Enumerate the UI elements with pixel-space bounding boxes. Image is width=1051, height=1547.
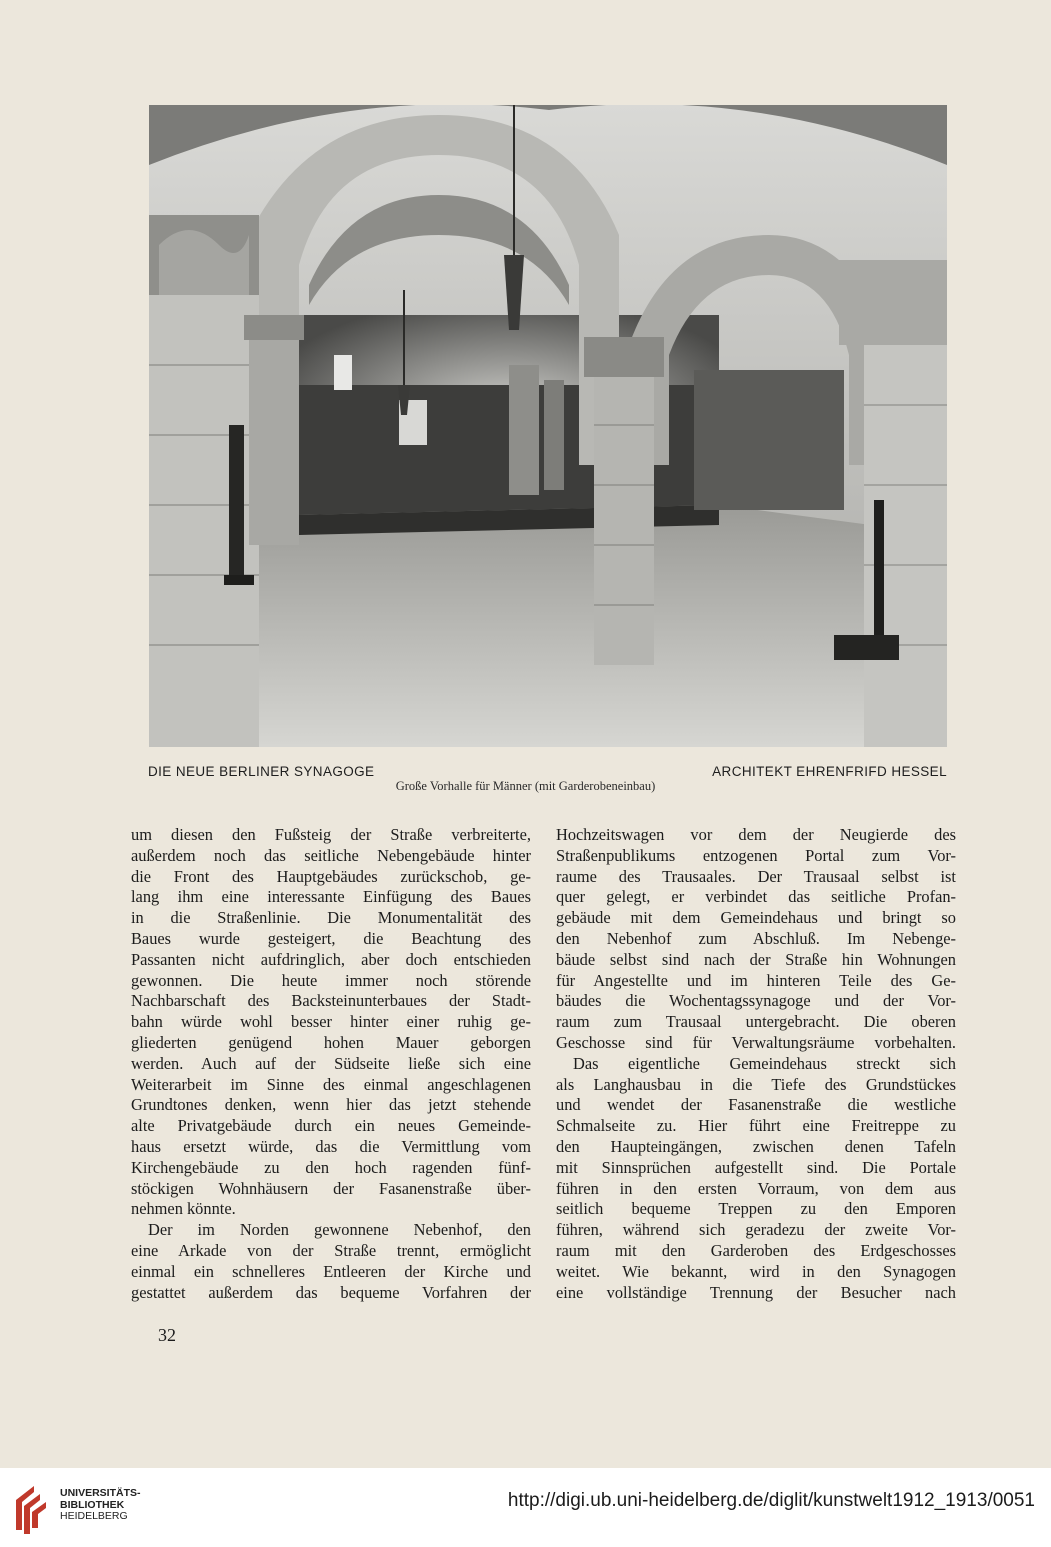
library-name-line: HEIDELBERG <box>60 1510 128 1522</box>
text-line: einmal ein schnelleres Entleeren der Kirche und <box>131 1261 531 1281</box>
text-line: quer gelegt, er verbindet das seitliche Profan- <box>556 887 956 907</box>
text-line: raum mit den Garderoben des Erdgeschosses <box>556 1240 956 1260</box>
text-line: eine Arkade von der Straße trennt, ermöglicht <box>131 1240 531 1260</box>
text-line: in die Straßenlinie. Die Monumentalität des <box>131 908 531 928</box>
text-line: den Nebenhof zum Abschluß. Im Nebenge- <box>556 928 956 948</box>
text-line: seitlich bequeme Treppen zu den Emporen <box>556 1199 956 1219</box>
viewer-footer <box>0 1468 1051 1547</box>
caption-title: DIE NEUE BERLINER SYNAGOGE <box>148 764 375 779</box>
text-line: werden. Auch auf der Südseite ließe sich eine <box>131 1053 531 1073</box>
synagogue-hall-photo <box>149 105 947 747</box>
caption-architect: ARCHITEKT EHRENFRIFD HESSEL <box>712 764 947 779</box>
text-line: außerdem noch das seitliche Nebengebäude hinter <box>131 845 531 865</box>
text-line: Der im Norden gewonnene Nebenhof, den <box>148 1220 531 1240</box>
text-line: raum zum Trausaal untergebracht. Die oberen <box>556 1012 956 1032</box>
text-line: für Angestellte und im hinteren Teile des Ge- <box>556 970 956 990</box>
text-line: eine vollständige Trennung der Besucher nach <box>556 1282 956 1302</box>
text-line: den Haupteingängen, zwischen denen Tafeln <box>556 1136 956 1156</box>
library-name-line: BIBLIOTHEK <box>60 1498 125 1511</box>
library-name <box>60 1488 141 1523</box>
text-line: Grundtones denken, wenn hier das jetzt stehende <box>131 1095 531 1115</box>
text-column-right <box>556 825 956 1303</box>
text-column-left <box>131 825 531 1303</box>
text-line: nehmen könnte. <box>131 1199 236 1219</box>
library-logo-icon <box>12 1478 48 1536</box>
text-line: Kirchengebäude zu den hoch ragenden fünf- <box>131 1157 531 1177</box>
text-line: als Langhausbau in die Tiefe des Grundstückes <box>556 1074 956 1094</box>
text-line: alte Privatgebäude durch ein neues Gemeinde- <box>131 1116 531 1136</box>
text-line: mit Sinnsprüchen aufgestellt sind. Die Portale <box>556 1157 956 1177</box>
source-url-link[interactable]: http://digi.ub.uni-heidelberg.de/diglit/kunstwelt1912_1913/0051 <box>507 1490 1035 1511</box>
text-line: bäude selbst sind nach der Straße hin Wohnungen <box>556 949 956 969</box>
text-line: weitet. Wie bekannt, wird in den Synagogen <box>556 1261 956 1281</box>
text-line: gliederten genügend hohen Mauer geborgen <box>131 1032 531 1052</box>
text-line: die Front des Hauptgebäudes zurückschob, ge- <box>131 866 531 886</box>
text-line: Hochzeitswagen vor dem der Neugierde des <box>556 825 956 844</box>
text-line: und wendet der Fasanenstraße die westliche <box>556 1095 956 1115</box>
text-line: um diesen den Fußsteig der Straße verbreiterte, <box>131 825 531 844</box>
text-line: Das eigentliche Gemeindehaus streckt sich <box>573 1053 956 1073</box>
text-line: Schmalseite zu. Hier führt eine Freitreppe zu <box>556 1116 956 1136</box>
caption-subtitle: Große Vorhalle für Männer (mit Garderobeneinbau) <box>395 779 656 793</box>
text-line: führen, während sich geradezu der zweite Vor- <box>556 1220 956 1240</box>
library-name-line: UNIVERSITÄTS- <box>60 1487 141 1499</box>
text-line: Baues wurde gesteigert, die Beachtung des <box>131 928 531 948</box>
text-line: raume des Trausaales. Der Trausaal selbst ist <box>556 866 956 886</box>
text-line: führen in den ersten Vorraum, von dem aus <box>556 1178 956 1198</box>
text-line: lang ihm eine interessante Einfügung des Baues <box>131 887 531 907</box>
text-line: Geschosse sind für Verwaltungsräume vorbehalten. <box>556 1032 956 1052</box>
text-line: gebäude mit dem Gemeindehaus und bringt so <box>556 908 956 928</box>
text-line: Nachbarschaft des Backsteinunterbaues der Stadt- <box>131 991 531 1011</box>
page-number: 32 <box>158 1325 176 1345</box>
text-line: Weiterarbeit im Sinne des einmal angeschlagenen <box>131 1074 531 1094</box>
text-line: bäudes die Wochentagssynagoge und der Vor- <box>556 991 956 1011</box>
text-line: Straßenpublikums entzogenen Portal zum Vor- <box>556 845 956 865</box>
text-line: Passanten nicht aufdringlich, aber doch entschieden <box>131 949 531 969</box>
text-line: stöckigen Wohnhäusern der Fasanenstraße über- <box>131 1178 531 1198</box>
text-line: gewonnen. Die heute immer noch störende <box>131 970 531 990</box>
text-line: haus ersetzt würde, das die Vermittlung vom <box>131 1136 531 1156</box>
text-line: bahn würde wohl besser hinter einer ruhig ge- <box>131 1012 531 1032</box>
text-line: gestattet außerdem das bequeme Vorfahren der <box>131 1282 531 1302</box>
